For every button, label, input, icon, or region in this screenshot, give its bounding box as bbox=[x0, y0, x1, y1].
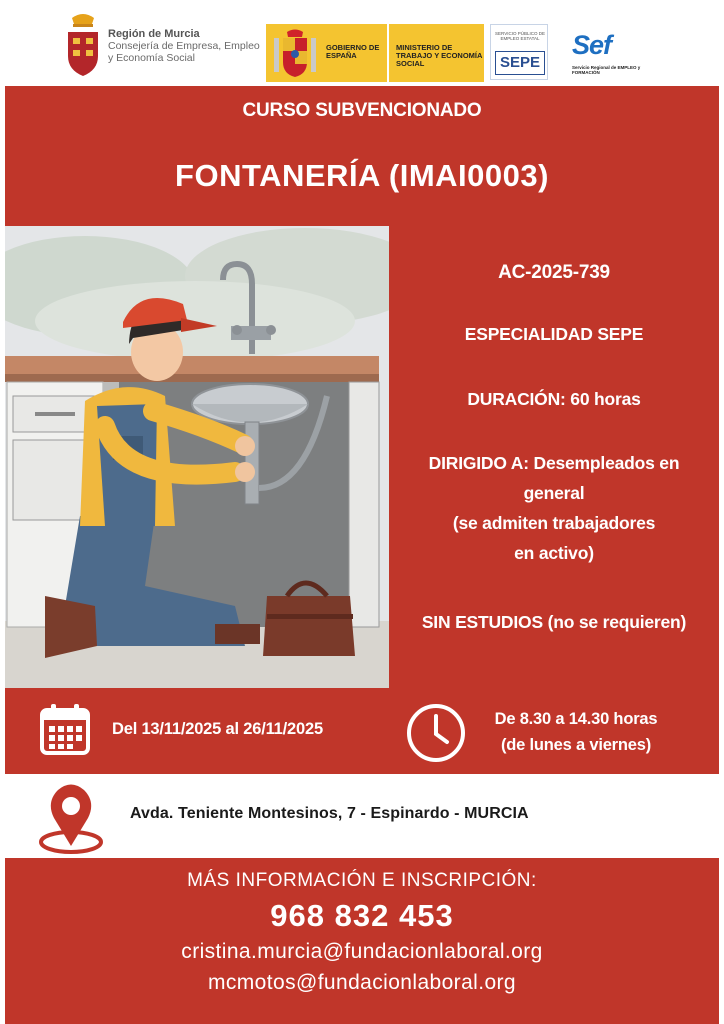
course-address: Avda. Teniente Montesinos, 7 - Espinardo - MURCIA bbox=[130, 805, 529, 822]
sepe-logo-caption: SERVICIO PÚBLICO DE EMPLEO ESTATAL bbox=[495, 31, 545, 41]
gobierno-divider bbox=[387, 24, 389, 82]
murcia-logo-line2: Consejería de Empresa, Empleo bbox=[108, 40, 260, 52]
sepe-logo-word: SEPE bbox=[495, 51, 545, 75]
course-target-audience bbox=[389, 448, 719, 568]
target-line-1: DIRIGIDO A: Desempleados en bbox=[428, 453, 680, 473]
contact-email-2[interactable]: mcmotos@fundacionlaboral.org bbox=[208, 971, 516, 994]
header-logos bbox=[0, 0, 724, 86]
schedule-panel bbox=[5, 688, 719, 774]
gobierno-de-espana-logo bbox=[266, 24, 484, 82]
course-title: FONTANERÍA (IMAI0003) bbox=[175, 158, 549, 193]
ministerio-text: MINISTERIO DE TRABAJO Y ECONOMÍA SOCIAL bbox=[396, 43, 483, 68]
gobierno-text: GOBIERNO DE ESPAÑA bbox=[326, 43, 380, 60]
target-line-2: general bbox=[523, 483, 585, 503]
contact-heading: MÁS INFORMACIÓN E INSCRIPCIÓN: bbox=[187, 870, 537, 891]
sef-logo bbox=[566, 30, 646, 82]
murcia-logo-line1: Región de Murcia bbox=[108, 28, 200, 40]
plumber-fixing-sink-illustration bbox=[5, 226, 389, 688]
location-section bbox=[0, 774, 724, 858]
spain-coat-of-arms-icon bbox=[272, 28, 318, 78]
course-studies-requirement: SIN ESTUDIOS (no se requieren) bbox=[421, 612, 687, 632]
plumber-illustration bbox=[5, 226, 389, 688]
murcia-crest-icon bbox=[64, 12, 102, 78]
course-details-panel bbox=[389, 226, 719, 688]
course-hours bbox=[481, 706, 671, 758]
course-code: AC-2025-739 bbox=[498, 262, 610, 283]
contact-panel bbox=[5, 858, 719, 1024]
sepe-logo bbox=[490, 24, 548, 80]
contact-phone[interactable]: 968 832 453 bbox=[270, 898, 454, 933]
course-label: CURSO SUBVENCIONADO bbox=[242, 100, 482, 121]
target-line-4: en activo) bbox=[514, 543, 594, 563]
murcia-logo-line3: y Economía Social bbox=[108, 52, 195, 64]
contact-email-1[interactable]: cristina.murcia@fundacionlaboral.org bbox=[181, 940, 543, 963]
course-title-panel bbox=[5, 86, 719, 226]
sef-logo-caption: Servicio Regional de EMPLEO y FORMACIÓN bbox=[572, 65, 641, 75]
calendar-icon bbox=[39, 702, 91, 756]
clock-icon bbox=[405, 702, 467, 764]
course-specialty: ESPECIALIDAD SEPE bbox=[464, 324, 644, 344]
target-line-3: (se admiten trabajadores bbox=[452, 513, 656, 533]
location-pin-icon bbox=[36, 780, 106, 856]
course-hours-line-2: (de lunes a viernes) bbox=[500, 736, 652, 754]
sef-logo-word: Sef bbox=[572, 30, 612, 60]
course-dates: Del 13/11/2025 al 26/11/2025 bbox=[112, 720, 323, 738]
region-de-murcia-logo bbox=[60, 12, 260, 78]
course-hours-line-1: De 8.30 a 14.30 horas bbox=[494, 710, 658, 728]
course-duration: DURACIÓN: 60 horas bbox=[467, 389, 641, 409]
